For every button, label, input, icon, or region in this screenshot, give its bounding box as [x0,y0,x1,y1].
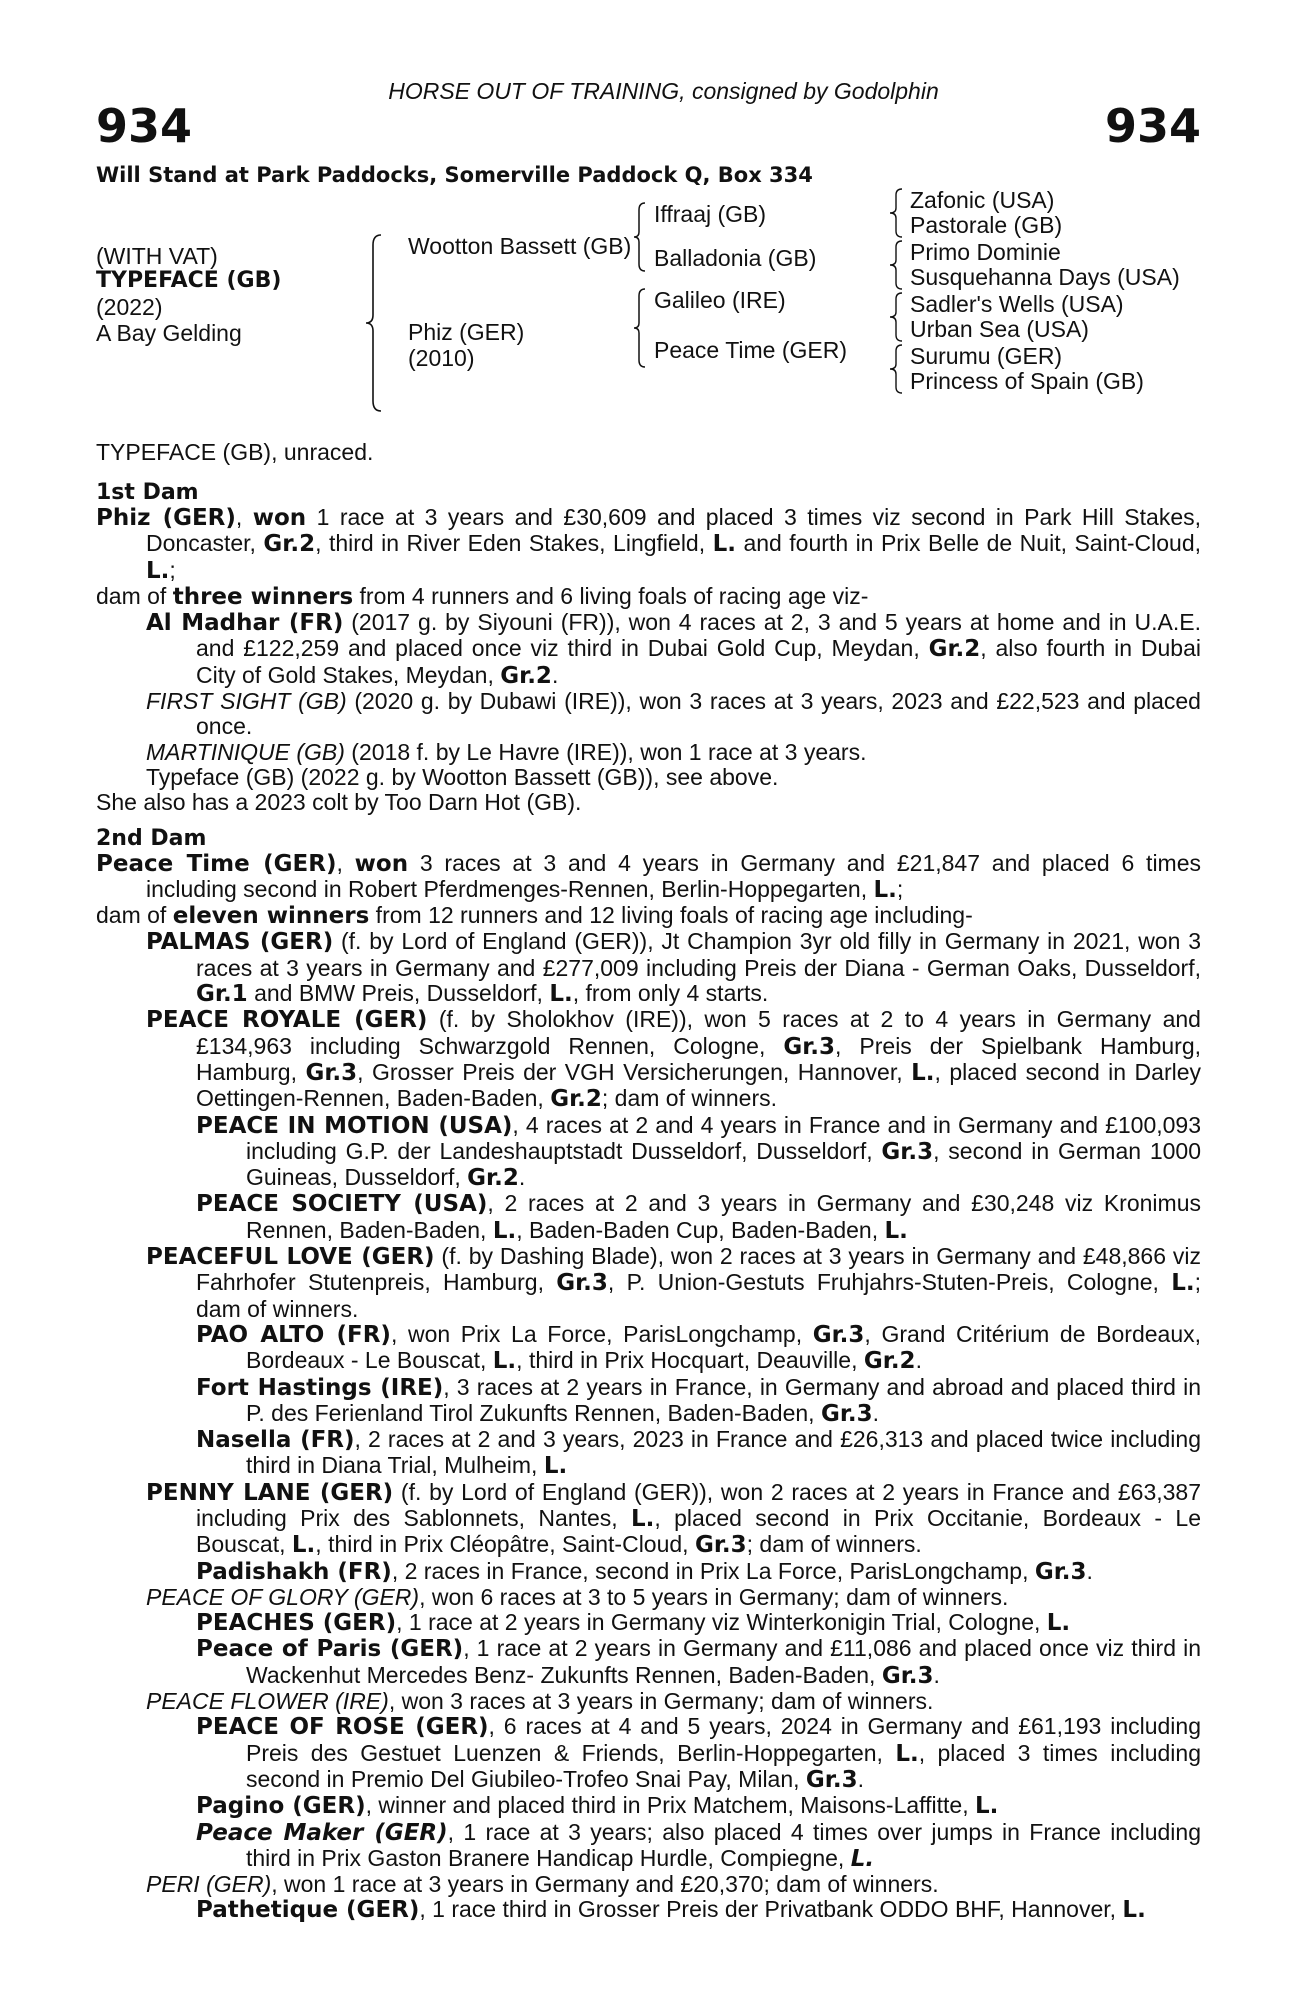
first-dam-heading: 1st Dam [96,480,199,505]
ggp-5: Sadler's Wells (USA) [910,291,1124,317]
produce-palmas: PALMAS (GER) (f. by Lord of England (GER)), Jt Champion 3yr old filly in Germany in 2021, won 3 races at 3 years in Germany and £277,009 including Preis der Diana - German Oaks, Dusseldorf, Gr.1 and BMW Preis, Dusseldorf, L., from only 4 starts. [146,928,1201,1008]
ggp-bracket-1 [888,187,906,239]
dam: Phiz (GER) [408,319,525,345]
produce-nasella: Nasella (FR), 2 races at 2 and 3 years, 2023 in France and £26,313 and placed twice including third in Diana Trial, Mulheim, L. [196,1426,1201,1480]
first-dam-record: Phiz (GER), won 1 race at 3 years and £30,609 and placed 3 times viz second in Park Hill Stakes, Doncaster, Gr.2, third in River Eden Stakes, Lingfield, L. and fourth in Prix Belle de Nuit, Saint-Cloud, L.; [96,504,1202,584]
produce-pagino: Pagino (GER), winner and placed third in Prix Matchem, Maisons-Laffitte, L. [196,1792,999,1820]
sire-dam: Balladonia (GB) [654,245,817,271]
sire-bracket [632,201,648,273]
catalogue-page [96,78,1201,1924]
produce-peaceful-love: PEACEFUL LOVE (GER) (f. by Dashing Blade), won 2 races at 3 years in Germany and £48,866 viz Fahrhofer Stutenpreis, Hamburg, Gr.3, P. Union-Gestuts Fruhjahrs-Stuten-Preis, Cologne, L.; dam of winners. [146,1243,1202,1322]
produce-peace-in-motion: PEACE IN MOTION (USA), 4 races at 2 and 4 years in France and in Germany and £100,093 including G.P. der Landeshauptstadt Dusseldorf, Dusseldorf, Gr.3, second in German 1000 Guineas, Dusseldorf, Gr.2. [196,1111,1202,1192]
ggp-3: Primo Dominie [910,239,1061,265]
produce-fort-hastings: Fort Hastings (IRE), 3 races at 2 years in France, in Germany and abroad and placed third in P. des Ferienland Tirol Zukunfts Rennen, Baden-Baden, Gr.3. [196,1373,1201,1427]
foal-al-madhar: Al Madhar (FR) (2017 g. by Siyouni (FR)), won 4 races at 2, 3 and 5 years at home and in U.A.E. and £122,259 and placed once viz third in Dubai Gold Cup, Meydan, Gr.2, also fourth in Dubai City of Gold Stakes, Meydan, Gr.2. [146,609,1201,689]
ggp-7: Surumu (GER) [910,343,1063,369]
dam-dam: Peace Time (GER) [654,337,847,363]
stand-location: Will Stand at Park Paddocks, Somerville Paddock Q, Box 334 [96,163,813,187]
produce-peri: PERI (GER), won 1 race at 3 years in Germany and £20,370; dam of winners. [146,1871,939,1898]
ggp-8: Princess of Spain (GB) [910,368,1144,394]
consignment-heading: HORSE OUT OF TRAINING, consigned by Godolphin [388,78,939,104]
produce-peace-maker: Peace Maker (GER), 1 race at 3 years; also placed 4 times over jumps in France including third in Prix Gaston Branere Handicap Hurdle, Compiegne, L. [196,1818,1201,1872]
first-dam-produce-summary: dam of three winners from 4 runners and 6 living foals of racing age viz- [96,582,869,610]
second-dam-produce-summary: dam of eleven winners from 12 runners and 12 living foals of racing age including- [96,902,973,930]
produce-pao-alto: PAO ALTO (FR), won Prix La Force, ParisLongchamp, Gr.3, Grand Critérium de Bordeaux, Bordeaux - Le Bouscat, L., third in Prix Hocquart, Deauville, Gr.2. [196,1320,1201,1375]
produce-penny-lane: PENNY LANE (GER) (f. by Lord of England (GER)), won 2 races at 2 years in France and £63,387 including Prix des Sablonnets, Nantes, L., placed second in Prix Occitanie, Bordeaux - Le Bouscat, L., third in Prix Cléopâtre, Saint-Cloud, Gr.3; dam of winners. [146,1478,1202,1559]
dam-sire: Galileo (IRE) [654,287,786,313]
first-dam-section [96,480,1201,816]
second-dam-heading: 2nd Dam [96,825,207,851]
foal-typeface: Typeface (GB) (2022 g. by Wootton Bassett (GB)), see above. [146,763,779,790]
first-dam-also: She also has a 2023 colt by Too Darn Hot (GB). [96,789,582,816]
produce-padishakh: Padishakh (FR), 2 races in France, second in Prix La Force, ParisLongchamp, Gr.3. [196,1557,1093,1585]
ggp-1: Zafonic (USA) [910,187,1055,213]
vat-note: (WITH VAT) [96,243,218,269]
produce-peace-society: PEACE SOCIETY (USA), 2 races at 2 and 3 years in Germany and £30,248 viz Kronimus Rennen, Baden-Baden, L., Baden-Baden Cup, Baden-Baden, L. [196,1190,1201,1244]
ggp-bracket-2 [888,239,906,291]
horse-description: A Bay Gelding [96,320,242,346]
pedigree-table [96,187,1201,437]
ggp-bracket-4 [888,343,906,395]
produce-peace-flower: PEACE FLOWER (IRE), won 3 races at 3 years in Germany; dam of winners. [146,1688,934,1715]
produce-peace-of-rose: PEACE OF ROSE (GER), 6 races at 4 and 5 years, 2024 in Germany and £61,193 including Preis des Gestuet Luenzen & Friends, Berlin-Hoppegarten, L., placed 3 times including second in Premio Del Giubileo-Trofeo Snai Pay, Milan, Gr.3. [196,1713,1201,1793]
lot-number-row [96,99,1201,153]
second-dam-section [96,826,1201,1924]
horse-name: TYPEFACE (GB) [96,268,282,293]
second-dam-record: Peace Time (GER), won 3 races at 3 and 4 years in Germany and £21,847 and placed 6 times including second in Robert Pferdmenges-Rennen, Berlin-Hoppegarten, L.; [96,849,1202,903]
foal-martinique: MARTINIQUE (GB) (2018 f. by Le Havre (IRE)), won 1 race at 3 years. [146,738,867,765]
ggp-4: Susquehanna Days (USA) [910,264,1180,290]
lot-number-right: 934 [1104,99,1201,153]
produce-peace-royale: PEACE ROYALE (GER) (f. by Sholokhov (IRE)), won 5 races at 2 to 4 years in Germany and £134,963 including Schwarzgold Rennen, Cologne, Gr.3, Preis der Spielbank Hamburg, Hamburg, Gr.3, Grosser Preis der VGH Versicherungen, Hannover, L., placed second in Darley Oettingen-Rennen, Baden-Baden, Gr.2; dam of winners. [146,1006,1202,1113]
foal-first-sight: FIRST SIGHT (GB) (2020 g. by Dubawi (IRE)), won 3 races at 3 years, 2023 and £22,523 and placed once. [146,688,1201,740]
dam-foaling-year: (2010) [408,345,475,371]
main-bracket [364,233,384,413]
ggp-bracket-3 [888,291,906,343]
produce-pathetique: Pathetique (GER), 1 race third in Grosser Preis der Privatbank ODDO BHF, Hannover, L. [196,1896,1146,1924]
race-record: TYPEFACE (GB), unraced. [96,439,374,465]
lot-number-left: 934 [96,99,193,153]
produce-peace-of-glory: PEACE OF GLORY (GER), won 6 races at 3 to 5 years in Germany; dam of winners. [146,1583,1009,1610]
ggp-2: Pastorale (GB) [910,212,1063,238]
sire: Wootton Bassett (GB) [408,233,632,259]
produce-peace-of-paris: Peace of Paris (GER), 1 race at 2 years in Germany and £11,086 and placed once viz third in Wackenhut Mercedes Benz- Zukunfts Rennen, Baden-Baden, Gr.3. [196,1635,1201,1689]
sire-sire: Iffraaj (GB) [654,201,767,227]
ggp-6: Urban Sea (USA) [910,316,1089,342]
dam-bracket [632,287,648,369]
produce-peaches: PEACHES (GER), 1 race at 2 years in Germany viz Winterkonigin Trial, Cologne, L. [196,1609,1071,1637]
foaling-year: (2022) [96,294,163,320]
